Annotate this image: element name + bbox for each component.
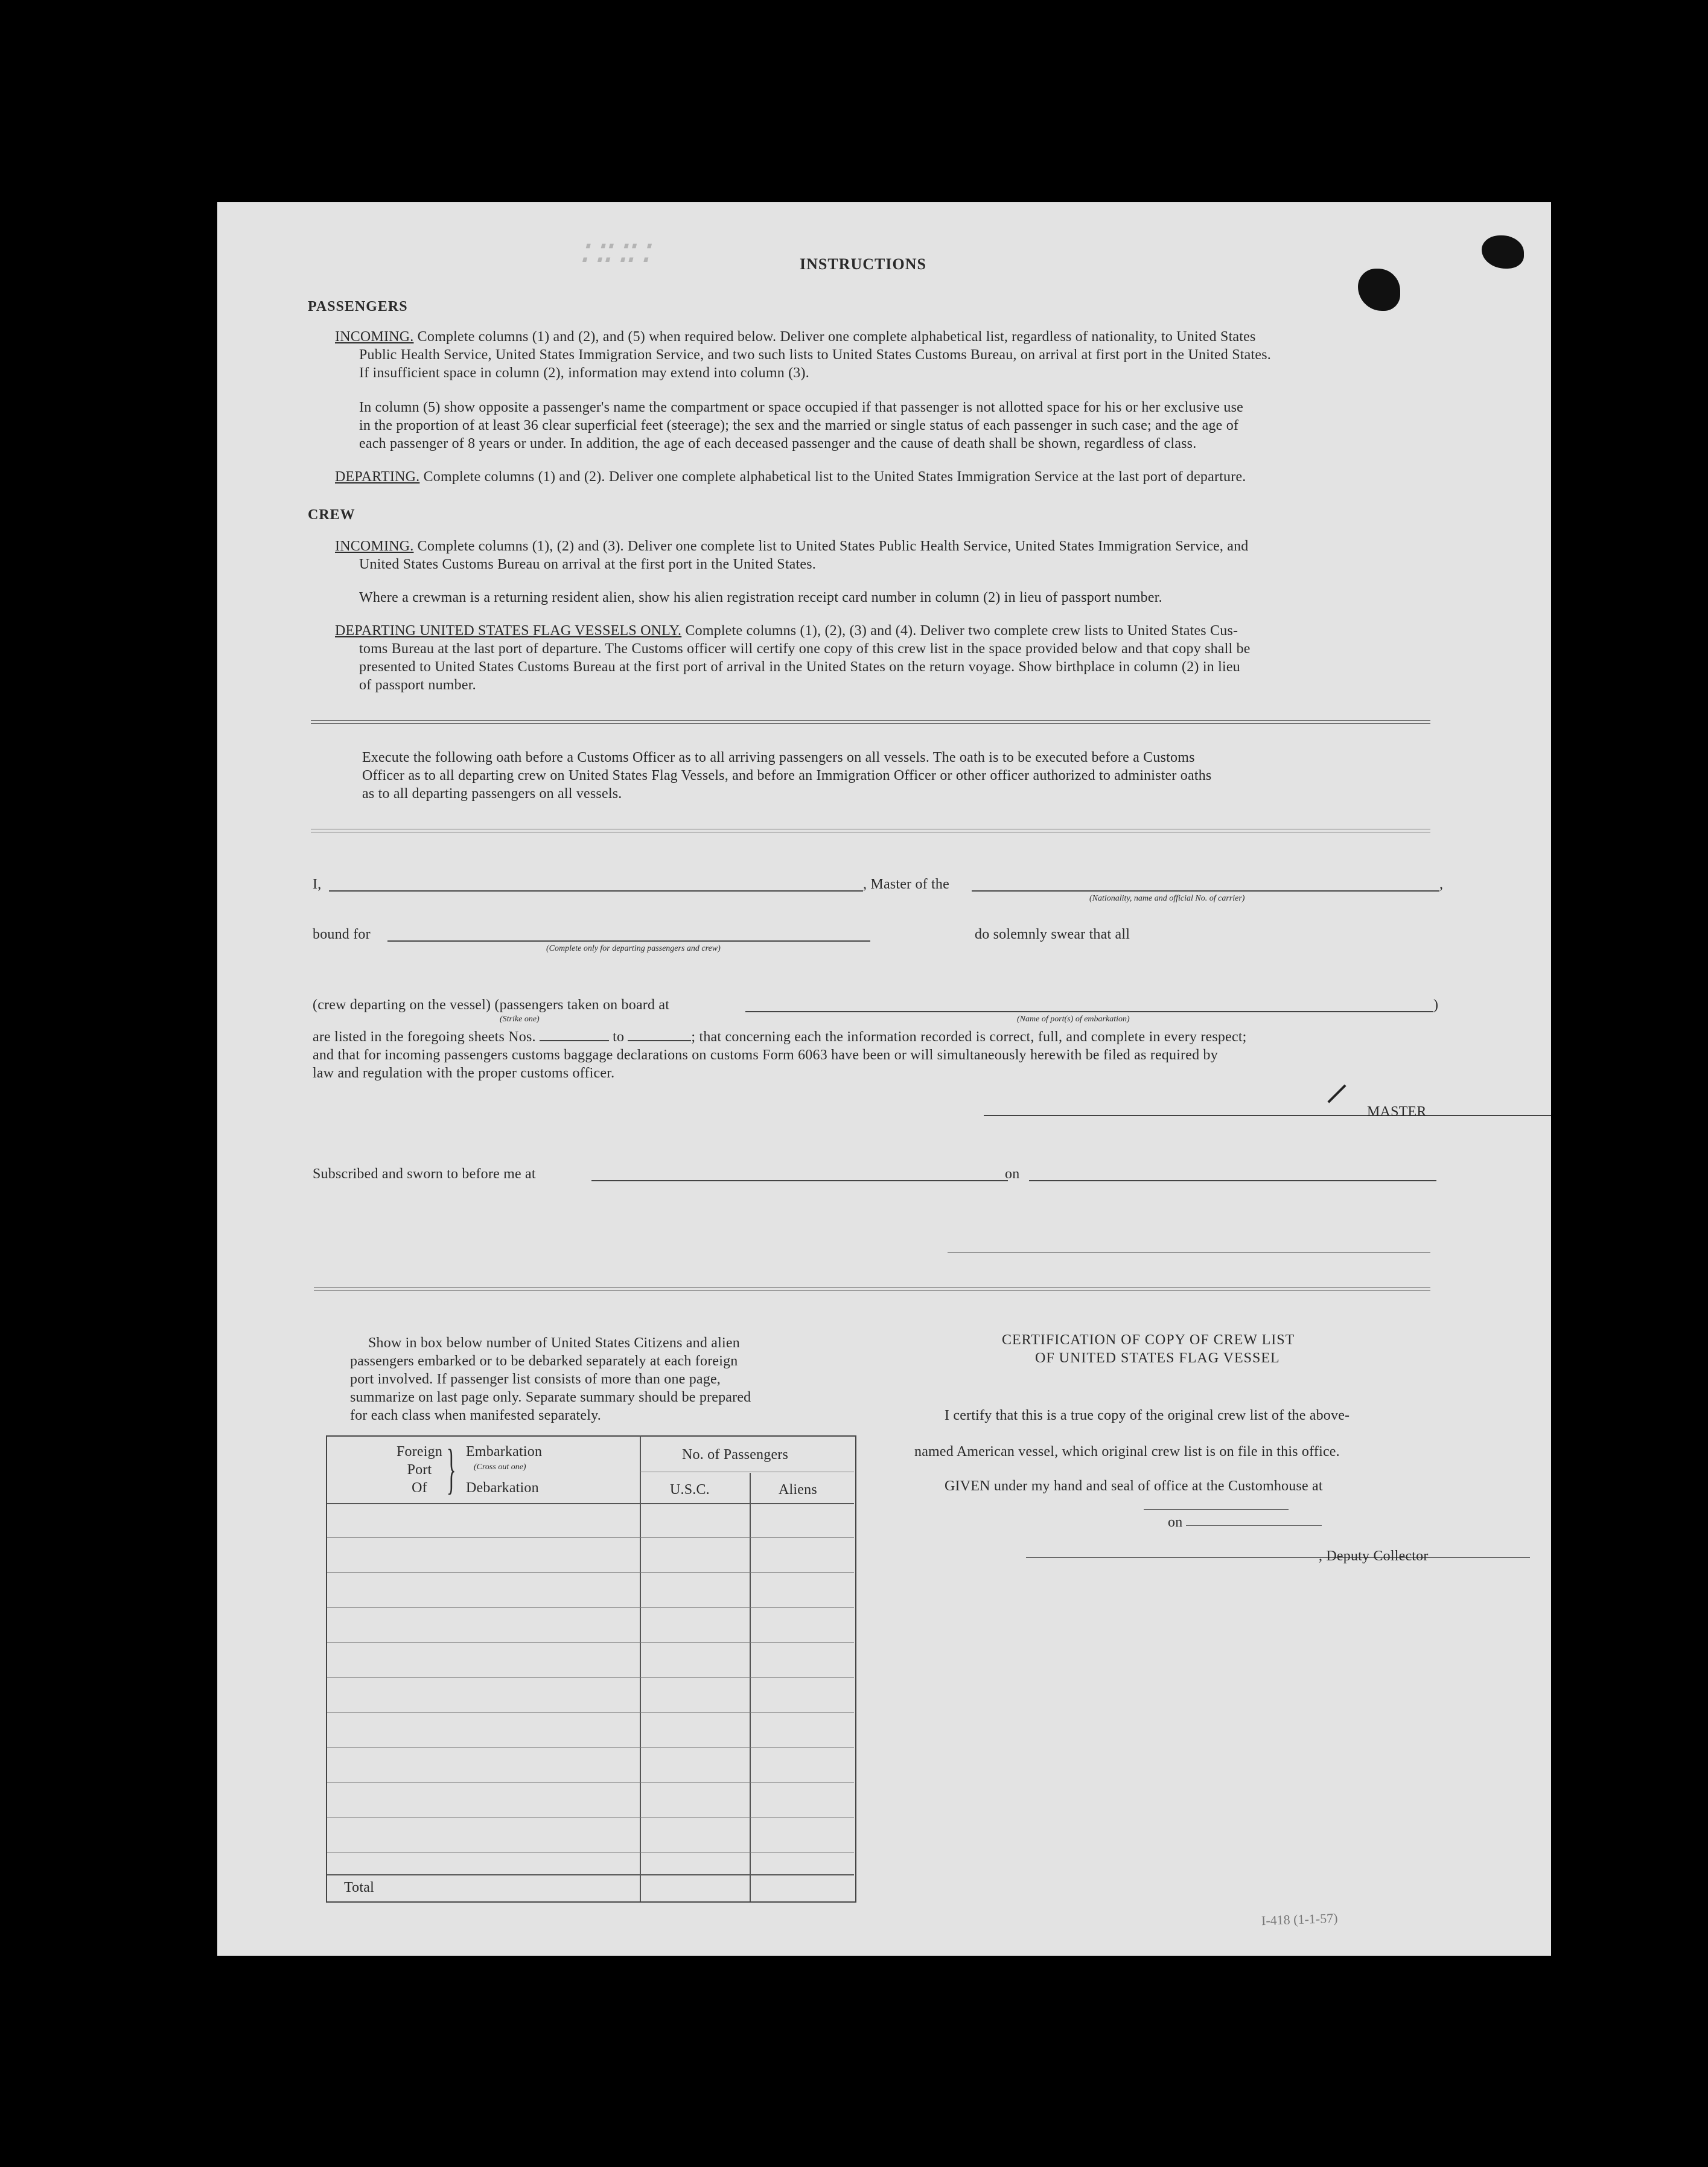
- table-total-line: [327, 1874, 854, 1875]
- name-of-ports-note: (Name of port(s) of embarkation): [1017, 1015, 1130, 1024]
- crew-incoming-line-2: United States Customs Bureau on arrival at the first port in the United States.: [359, 557, 816, 572]
- certification-on-label: on: [1168, 1514, 1183, 1530]
- sheet-from-field[interactable]: [540, 1029, 609, 1041]
- subscribed-label: Subscribed and sworn to before me at: [313, 1166, 536, 1182]
- passengers-incoming-label: INCOMING.: [335, 329, 414, 345]
- certification-title-1: CERTIFICATION OF COPY OF CREW LIST: [1002, 1332, 1295, 1348]
- summary-line-5: for each class when manifested separately.: [350, 1408, 601, 1423]
- listed-line-1: are listed in the foregoing sheets Nos. to ; that concerning each the information recorded is correct, full, and complete in every respect;: [313, 1029, 1247, 1045]
- certification-body-1: I certify that this is a true copy of the original crew list of the above-: [945, 1408, 1350, 1423]
- subscribed-on-label: on: [1005, 1166, 1020, 1182]
- passengers-departing: DEPARTING. Complete columns (1) and (2). Deliver one complete alphabetical list to the United States Immigration Service at the last port of departure.: [335, 469, 1246, 485]
- crew-heading: CREW: [308, 507, 355, 523]
- form-page: [217, 202, 1551, 1956]
- table-row-line: [327, 1572, 854, 1573]
- summary-line-4: summarize on last page only. Separate summary should be prepared: [350, 1390, 751, 1405]
- master-signature-line[interactable]: [984, 1115, 1551, 1116]
- subscribed-place-field[interactable]: [591, 1180, 1008, 1181]
- solemnly-swear-label: do solemnly swear that all: [975, 927, 1130, 942]
- col-foreign-port: Foreign Port Of: [396, 1444, 443, 1496]
- table-row-line: [327, 1607, 854, 1608]
- passengers-incoming-line-1: INCOMING. Complete columns (1) and (2), and (5) when required below. Deliver one complete alphabetical list, regardless of nationality, to United States: [335, 329, 1256, 345]
- oath-i-label: I,: [313, 876, 322, 892]
- listed-line-3: law and regulation with the proper customs officer.: [313, 1065, 615, 1081]
- master-label: MASTER: [1367, 1104, 1427, 1120]
- aliens-header: Aliens: [779, 1482, 817, 1498]
- form-number: I-418 (1-1-57): [1261, 1910, 1338, 1929]
- page-title: INSTRUCTIONS: [800, 255, 926, 273]
- column5-line-1: In column (5) show opposite a passenger's name the compartment or space occupied if that passenger is not allotted space for his or her exclusive use: [359, 400, 1244, 415]
- table-header-bottom: [327, 1503, 854, 1504]
- bound-for-field[interactable]: [387, 940, 870, 942]
- passengers-incoming-line-2: Public Health Service, United States Immigration Service, and two such lists to United States Customs Bureau, on arrival at first port in the United States.: [359, 347, 1271, 363]
- master-name-field[interactable]: [329, 890, 863, 892]
- crew-departing-line-3: presented to United States Customs Bureau at the first port of arrival in the United States on the return voyage. Show birthplace in column (2) in lieu: [359, 659, 1240, 675]
- crew-incoming-line-1: INCOMING. Complete columns (1), (2) and (3). Deliver one complete list to United States Public Health Service, United States Immigration Service, and: [335, 538, 1249, 554]
- certification-date-pre-line[interactable]: [1144, 1509, 1289, 1510]
- summary-line-3: port involved. If passenger list consists of more than one page,: [350, 1371, 721, 1387]
- table-row-line: [327, 1677, 854, 1678]
- oath-intro-line-3: as to all departing passengers on all vessels.: [362, 786, 622, 802]
- table-row-line: [327, 1642, 854, 1643]
- certification-given: GIVEN under my hand and seal of office at the Customhouse at: [945, 1478, 1323, 1494]
- sheet-to-field[interactable]: [628, 1029, 691, 1041]
- passengers-incoming-line-3: If insufficient space in column (2), information may extend into column (3).: [359, 365, 809, 381]
- brace-mark: }: [447, 1438, 456, 1499]
- column5-line-3: each passenger of 8 years or under. In addition, the age of each deceased passenger and the cause of death shall be shown, regardless of class.: [359, 436, 1197, 452]
- summary-line-2: passengers embarked or to be debarked separately at each foreign: [350, 1353, 738, 1369]
- passengers-heading: PASSENGERS: [308, 299, 408, 314]
- crew-departing-oath-label: (crew departing on the vessel) (passengers taken on board at: [313, 997, 670, 1013]
- deputy-collector-label: , Deputy Collector: [1319, 1548, 1429, 1564]
- port-of-embarkation-field[interactable]: [745, 1011, 1433, 1012]
- carrier-field[interactable]: [972, 890, 1439, 892]
- passenger-summary-table: [326, 1435, 856, 1903]
- oath-intro-line-1: Execute the following oath before a Customs Officer as to all arriving passengers on all vessels. The oath is to be executed before a Customs: [362, 750, 1195, 765]
- bleed-through-mark: ∷∷∷: [579, 234, 649, 273]
- summary-line-1: Show in box below number of United States Citizens and alien: [368, 1335, 740, 1351]
- closing-paren: ): [1433, 997, 1439, 1013]
- table-col-divider: [640, 1435, 641, 1901]
- subscribed-date-field[interactable]: [1029, 1180, 1436, 1181]
- no-of-passengers-header: No. of Passengers: [682, 1447, 789, 1463]
- table-row-line: [327, 1747, 854, 1748]
- oath-intro-line-2: Officer as to all departing crew on United States Flag Vessels, and before an Immigration Officer or other officer authorized to administer oaths: [362, 768, 1212, 784]
- cross-out-note: (Cross out one): [474, 1463, 526, 1472]
- section-divider: [314, 1287, 1430, 1291]
- nationality-note: (Nationality, name and official No. of carrier): [1089, 894, 1245, 903]
- table-row-line: [327, 1712, 854, 1713]
- certification-date-field[interactable]: [1186, 1525, 1322, 1526]
- table-row-line: [327, 1782, 854, 1783]
- crew-departing-label: DEPARTING UNITED STATES FLAG VESSELS ONLY.: [335, 623, 682, 639]
- total-label: Total: [344, 1880, 374, 1895]
- certification-title-2: OF UNITED STATES FLAG VESSEL: [1035, 1350, 1280, 1366]
- usc-header: U.S.C.: [670, 1482, 710, 1498]
- section-divider: [311, 829, 1430, 832]
- crew-departing-line-2: toms Bureau at the last port of departure. The Customs officer will certify one copy of this crew list in the space provided below and that copy shall be: [359, 641, 1251, 657]
- deputy-collector-signature-line[interactable]: [1026, 1557, 1530, 1558]
- embarkation-label: Embarkation: [466, 1444, 543, 1460]
- comma: ,: [1439, 876, 1444, 892]
- table-row-line: [327, 1537, 854, 1538]
- crew-departing-line-4: of passport number.: [359, 677, 476, 693]
- crew-incoming-label: INCOMING.: [335, 538, 414, 554]
- ink-blot: [1482, 235, 1524, 269]
- master-of-label: , Master of the: [863, 876, 949, 892]
- ink-blot: [1358, 269, 1400, 311]
- signature-mark: [1327, 1084, 1346, 1103]
- complete-only-note: (Complete only for departing passengers and crew): [546, 944, 721, 953]
- column5-line-2: in the proportion of at least 36 clear superficial feet (steerage); the sex and the married or single status of each passenger in such case; and the age of: [359, 418, 1239, 433]
- passengers-departing-label: DEPARTING.: [335, 469, 420, 485]
- certification-body-2: named American vessel, which original crew list is on file in this office.: [914, 1444, 1340, 1460]
- listed-line-2: and that for incoming passengers customs baggage declarations on customs Form 6063 have been or will simultaneously herewith be filed as required by: [313, 1047, 1218, 1063]
- section-divider: [311, 720, 1430, 724]
- strike-one-note: (Strike one): [500, 1015, 540, 1024]
- crew-returning-text: Where a crewman is a returning resident alien, show his alien registration receipt card number in column (2) in lieu of passport number.: [359, 590, 1162, 605]
- bound-for-label: bound for: [313, 927, 371, 942]
- crew-departing-line-1: DEPARTING UNITED STATES FLAG VESSELS ONLY. Complete columns (1), (2), (3) and (4). Deliver two complete crew lists to United States Cus-: [335, 623, 1238, 639]
- debarkation-label: Debarkation: [466, 1480, 539, 1496]
